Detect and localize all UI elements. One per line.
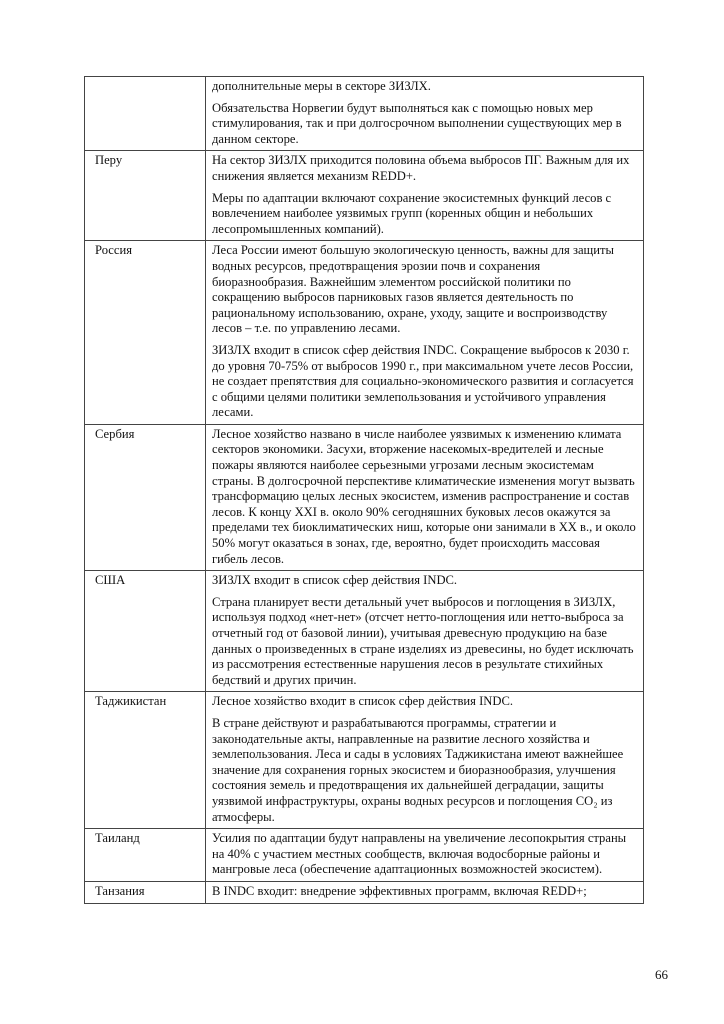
description-paragraph: дополнительные меры в секторе ЗИЗЛХ. — [212, 79, 431, 93]
description-cell — [206, 692, 644, 829]
description-paragraph: В стране действуют и разрабатываются программы, стратегии и законодательные акты, направленные на развитие лесного хозяйства и землепользования. Леса и сады в условиях Таджикистана имеют важнейшее значение для сохранения горных экосистем и биоразнообразия, улучшения состояния земель и предотвращения их дальнейшей деградации, защиты уязвимой инфраструктуры, охраны водных ресурсов и поглощения CO₂ из атмосферы. — [212, 715, 624, 824]
country-cell: Танзания — [85, 881, 206, 903]
description-paragraph: Лесное хозяйство входит в список сфер действия INDC. — [212, 694, 514, 709]
table-row — [85, 77, 644, 151]
description-cell — [206, 424, 644, 570]
page-number: 66 — [655, 967, 668, 982]
description-paragraph: Страна планирует вести детальный учет выбросов и поглощения в ЗИЗЛХ, используя подход «нет-нет» (отсчет нетто-поглощения или нетто-выброса за отчетный год от базовой линии), учитывая древесную продукцию на базе данных о произведенных в стране изделиях из древесины, но будет исключать из рассмотрения естественные нарушения лесов в результате стихийных бедствий и других причин. — [212, 594, 634, 687]
table-row — [85, 241, 644, 425]
description-paragraph: Меры по адаптации включают сохранение экосистемных функций лесов с вовлечением наиболее уязвимых групп (коренных общин и небольших лесопромышленных компаний). — [212, 190, 612, 236]
description-cell — [206, 77, 644, 151]
country-cell: Сербия — [85, 424, 206, 570]
description-paragraph: Лесное хозяйство названо в числе наиболее уязвимых к изменению климата секторов экономики. Засухи, вторжение насекомых-вредителей и лесные пожары являются наиболее серьезными угрозами лесным экосистемам страны. В долгосрочной перспективе климатические изменения могут вызвать трансформацию целых лесных экосистем, изменив распространение и состав лесов. К концу XXI в. около 90% сегодняшних буковых лесов окажутся за пределами тех биоклиматических ниш, которые они занимали в XX в., и около 50% могут оказаться в зонах, где, вероятно, будет происходить массовая гибель лесов. — [212, 426, 636, 566]
description-cell — [206, 881, 644, 903]
description-paragraph: ЗИЗЛХ входит в список сфер действия INDC. — [212, 573, 458, 588]
description-paragraph: В INDC входит: внедрение эффективных программ, включая REDD+; — [212, 883, 587, 898]
country-measures-table — [84, 76, 644, 904]
description-paragraph: Усилия по адаптации будут направлены на увеличение лесопокрытия страны на 40% с участием местных сообществ, включая водосборные районы и мангровые леса (обеспечение адаптационных возможностей экосистем). — [212, 831, 627, 877]
description-paragraph: Обязательства Норвегии будут выполняться как с помощью новых мер стимулирования, так и при долгосрочном выполнении существующих мер в данном секторе. — [212, 100, 622, 146]
table-row — [85, 424, 644, 570]
description-cell — [206, 829, 644, 882]
table-row — [85, 151, 644, 241]
country-cell: США — [85, 571, 206, 692]
description-cell — [206, 241, 644, 425]
description-paragraph: На сектор ЗИЗЛХ приходится половина объема выбросов ПГ. Важным для их снижения является механизм REDD+. — [212, 153, 630, 183]
table-row — [85, 881, 644, 903]
table-row — [85, 692, 644, 829]
description-paragraph: Леса России имеют большую экологическую ценность, важны для защиты водных ресурсов, предотвращения эрозии почв и сохранения биоразнообразия. Важнейшим элементом российской политики по сокращению выбросов парниковых газов является деятельность по рациональному использованию, охране, уходу, защите и воспроизводству лесов – т.е. по управлению лесами. — [212, 243, 614, 336]
description-cell — [206, 571, 644, 692]
country-cell: Перу — [85, 151, 206, 241]
table-row — [85, 571, 644, 692]
country-cell: Таджикистан — [85, 692, 206, 829]
table-row — [85, 829, 644, 882]
description-paragraph: ЗИЗЛХ входит в список сфер действия INDC. Сокращение выбросов к 2030 г. до уровня 70-75% от выбросов 1990 г., при максимальном учете лесов России, не создает препятствия для социально-экономического развития и согласуется с общими целями политики землепользования и устойчивого управления лесами. — [212, 342, 634, 420]
country-cell: Россия — [85, 241, 206, 425]
description-cell — [206, 151, 644, 241]
country-cell — [85, 77, 206, 151]
country-cell: Таиланд — [85, 829, 206, 882]
